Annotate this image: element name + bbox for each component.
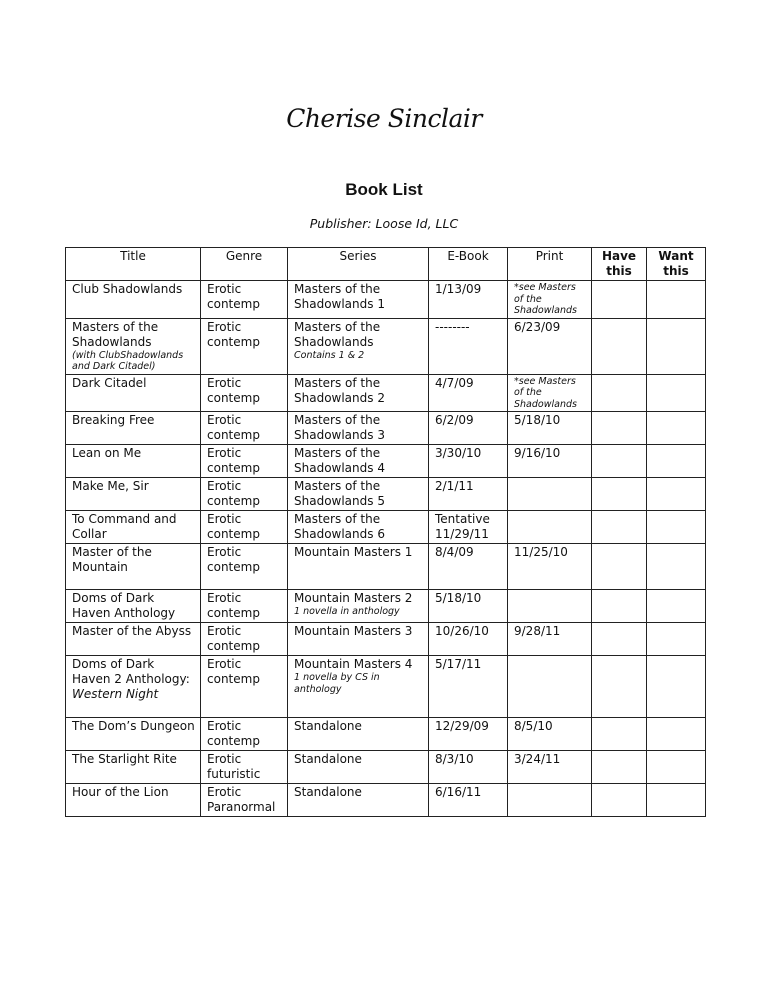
table-row [66,318,706,374]
book-title: Master of the Mountain [72,545,152,574]
print-note: *see Masters of the Shadowlands [514,282,577,316]
genre-text: Erotic contemp [207,512,260,541]
cell-series [288,590,429,623]
column-header-genre: Genre [201,248,288,281]
genre-text: Erotic contemp [207,719,260,748]
cell-ebook [429,656,508,718]
cell-ebook [429,590,508,623]
series-text: Masters of the Shadowlands 1 [294,282,385,311]
cell-ebook [429,784,508,817]
cell-genre [201,374,288,412]
genre-text: Erotic contemp [207,657,260,686]
cell-genre [201,784,288,817]
cell-genre [201,751,288,784]
cell-want-this[interactable] [647,656,706,718]
series-text: Mountain Masters 3 [294,624,413,638]
print-date: 6/23/09 [514,319,561,334]
cell-title [66,374,201,412]
cell-have-this[interactable] [592,544,647,590]
table-row [66,445,706,478]
cell-title [66,478,201,511]
book-title: Breaking Free [72,413,155,427]
series-text: Masters of the Shadowlands [294,319,381,349]
book-title: Hour of the Lion [72,785,169,799]
cell-want-this[interactable] [647,544,706,590]
genre-text: Erotic contemp [207,446,260,475]
cell-print [508,445,592,478]
cell-want-this[interactable] [647,511,706,544]
table-row [66,374,706,412]
book-title: Doms of Dark Haven Anthology [72,591,176,620]
cell-ebook [429,412,508,445]
book-title: The Starlight Rite [72,752,177,766]
ebook-date: 1/13/09 [435,282,482,296]
cell-have-this[interactable] [592,751,647,784]
series-text: Masters of the Shadowlands 3 [294,413,385,442]
cell-title [66,751,201,784]
cell-print [508,412,592,445]
page-title: Book List [345,180,423,199]
cell-series [288,784,429,817]
cell-series [288,544,429,590]
genre-text: Erotic contemp [207,545,260,574]
table-row [66,511,706,544]
series-note: 1 novella by CS in anthology [294,672,380,695]
book-title: To Command and Collar [72,512,177,541]
print-date: 9/28/11 [514,624,561,638]
cell-series [288,412,429,445]
cell-print [508,374,592,412]
genre-text: Erotic contemp [207,375,260,405]
series-note: Contains 1 & 2 [294,349,365,361]
cell-ebook [429,718,508,751]
cell-print [508,318,592,374]
genre-text: Erotic contemp [207,413,260,442]
genre-text: Erotic contemp [207,624,260,653]
series-text: Mountain Masters 2 [294,591,413,605]
cell-print [508,511,592,544]
cell-series [288,718,429,751]
cell-have-this[interactable] [592,445,647,478]
ebook-date: 5/17/11 [435,657,482,671]
ebook-date: 3/30/10 [435,446,482,460]
cell-title [66,544,201,590]
cell-genre [201,590,288,623]
cell-print [508,751,592,784]
cell-title [66,784,201,817]
cell-print [508,656,592,718]
cell-title [66,511,201,544]
cell-title [66,656,201,718]
series-text: Mountain Masters 1 [294,545,413,559]
cell-genre [201,412,288,445]
author-name: Cherise Sinclair [286,104,482,133]
genre-text: Erotic contemp [207,479,260,508]
ebook-date: 6/2/09 [435,413,474,427]
column-header-ebook: E-Book [429,248,508,281]
cell-ebook [429,511,508,544]
ebook-date: 5/18/10 [435,591,482,605]
title-subtitle: Western Night [72,687,159,701]
genre-text: Erotic contemp [207,282,260,311]
ebook-date: 8/3/10 [435,752,474,766]
ebook-date: 10/26/10 [435,624,489,638]
cell-want-this[interactable] [647,718,706,751]
cell-series [288,751,429,784]
cell-print [508,623,592,656]
cell-have-this[interactable] [592,412,647,445]
cell-ebook [429,478,508,511]
table-row [66,784,706,817]
print-note: *see Masters of the Shadowlands [514,375,577,410]
cell-want-this[interactable] [647,318,706,374]
table-row [66,623,706,656]
cell-want-this[interactable] [647,412,706,445]
book-title: Master of the Abyss [72,624,192,638]
book-title: Doms of Dark Haven 2 Anthology: [72,657,190,686]
cell-series [288,445,429,478]
cell-ebook [429,623,508,656]
ebook-date: 12/29/09 [435,719,489,733]
cell-have-this[interactable] [592,374,647,412]
book-title: Masters of the Shadowlands [72,319,159,349]
book-title: Dark Citadel [72,375,147,390]
ebook-date: -------- [435,319,470,334]
table-row [66,544,706,590]
cell-genre [201,623,288,656]
book-title: Club Shadowlands [72,282,183,296]
cell-want-this[interactable] [647,623,706,656]
cell-genre [201,318,288,374]
cell-want-this[interactable] [647,751,706,784]
cell-title [66,281,201,319]
column-header-want: Want this [647,248,706,281]
series-text: Standalone [294,719,362,733]
series-note: 1 novella in anthology [294,606,400,617]
cell-have-this[interactable] [592,623,647,656]
genre-text: Erotic futuristic [207,752,261,781]
column-header-print: Print [508,248,592,281]
column-header-series: Series [288,248,429,281]
cell-genre [201,656,288,718]
series-text: Masters of the Shadowlands 5 [294,479,385,508]
cell-print [508,590,592,623]
cell-have-this[interactable] [592,590,647,623]
column-header-have: Have this [592,248,647,281]
cell-series [288,281,429,319]
cell-series [288,374,429,412]
ebook-date: 4/7/09 [435,375,474,390]
cell-ebook [429,751,508,784]
series-text: Masters of the Shadowlands 2 [294,375,385,405]
publisher-line: Publisher: Loose Id, LLC [309,216,459,231]
series-text: Mountain Masters 4 [294,657,413,671]
print-date: 5/18/10 [514,413,561,427]
cell-print [508,281,592,319]
cell-title [66,590,201,623]
column-header-title: Title [66,248,201,281]
print-date: 8/5/10 [514,719,553,733]
table-row [66,718,706,751]
cell-want-this[interactable] [647,590,706,623]
print-date: 11/25/10 [514,545,568,559]
cell-print [508,784,592,817]
cell-have-this[interactable] [592,478,647,511]
cell-genre [201,478,288,511]
cell-have-this[interactable] [592,281,647,319]
genre-text: Erotic contemp [207,319,260,349]
series-text: Standalone [294,785,362,799]
cell-print [508,718,592,751]
cell-genre [201,544,288,590]
series-text: Masters of the Shadowlands 4 [294,446,385,475]
ebook-date: 2/1/11 [435,479,474,493]
cell-ebook [429,281,508,319]
cell-print [508,478,592,511]
cell-want-this[interactable] [647,478,706,511]
cell-want-this[interactable] [647,374,706,412]
cell-have-this[interactable] [592,318,647,374]
table-header-row [66,248,706,281]
cell-series [288,478,429,511]
cell-want-this[interactable] [647,281,706,319]
book-list-table [65,247,706,817]
table-row [66,751,706,784]
cell-ebook [429,318,508,374]
cell-title [66,412,201,445]
cell-series [288,318,429,374]
cell-ebook [429,445,508,478]
genre-text: Erotic Paranormal [207,785,276,814]
book-title: The Dom’s Dungeon [72,719,195,733]
series-text: Masters of the Shadowlands 6 [294,512,385,541]
cell-series [288,623,429,656]
cell-genre [201,445,288,478]
cell-have-this[interactable] [592,718,647,751]
cell-have-this[interactable] [592,656,647,718]
cell-want-this[interactable] [647,445,706,478]
cell-have-this[interactable] [592,511,647,544]
cell-title [66,445,201,478]
cell-want-this[interactable] [647,784,706,817]
cell-series [288,511,429,544]
cell-ebook [429,374,508,412]
cell-genre [201,281,288,319]
table-row [66,590,706,623]
book-title: Make Me, Sir [72,479,149,493]
cell-genre [201,718,288,751]
cell-have-this[interactable] [592,784,647,817]
title-note: (with ClubShadowlands and Dark Citadel) [72,349,184,372]
print-date: 9/16/10 [514,446,561,460]
series-text: Standalone [294,752,362,766]
print-date: 3/24/11 [514,752,561,766]
cell-title [66,718,201,751]
table-row [66,656,706,718]
cell-title [66,318,201,374]
cell-series [288,656,429,718]
book-title: Lean on Me [72,446,142,460]
ebook-date: 8/4/09 [435,545,474,559]
ebook-date: 6/16/11 [435,785,482,799]
cell-ebook [429,544,508,590]
genre-text: Erotic contemp [207,591,260,620]
cell-genre [201,511,288,544]
table-row [66,281,706,319]
ebook-date: Tentative 11/29/11 [435,512,490,541]
cell-title [66,623,201,656]
table-row [66,412,706,445]
table-row [66,478,706,511]
cell-print [508,544,592,590]
